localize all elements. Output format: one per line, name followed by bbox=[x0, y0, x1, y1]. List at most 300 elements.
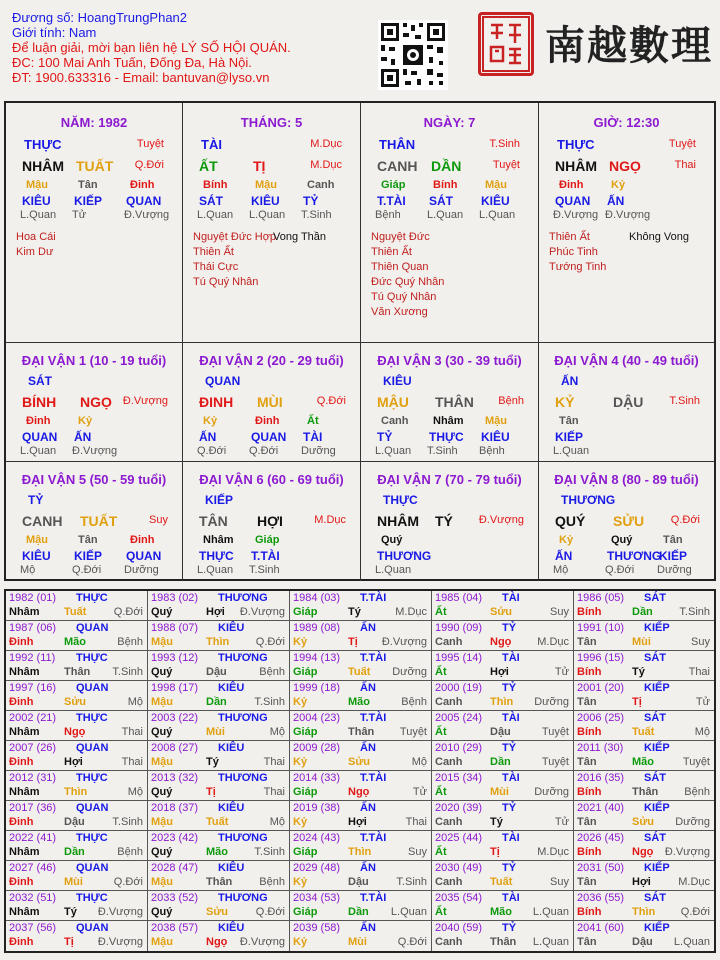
year-label: 2005 (24) bbox=[435, 712, 483, 724]
year-phase: L.Quan bbox=[390, 906, 427, 918]
dai-van-branch: MÙI bbox=[257, 394, 283, 410]
pillar-branch: TỊ bbox=[253, 158, 266, 174]
year-branch: Mùi bbox=[632, 636, 651, 648]
year-stem: Ất bbox=[435, 606, 447, 618]
year-phase: Thai bbox=[121, 726, 143, 738]
year-phase: Tử bbox=[695, 696, 710, 708]
star-note-right: Không Vong bbox=[629, 231, 689, 243]
hidden-phase: L.Quan bbox=[479, 209, 516, 221]
year-branch: Mão bbox=[206, 846, 228, 858]
hidden-stem: Tân bbox=[559, 415, 579, 427]
hidden-phase: T.Sinh bbox=[301, 209, 332, 221]
year-phase: Thai bbox=[405, 816, 427, 828]
dai-van-cell bbox=[183, 343, 361, 462]
year-branch: Dậu bbox=[206, 666, 227, 678]
hidden-god: THỰC bbox=[199, 549, 234, 563]
pillar-branch-phase: Tuyệt bbox=[492, 159, 520, 171]
year-cell bbox=[6, 831, 148, 861]
hidden-phase: T.Sinh bbox=[427, 445, 458, 457]
qr-code-icon bbox=[378, 20, 448, 90]
year-label: 1995 (14) bbox=[435, 652, 483, 664]
year-branch: Thìn bbox=[64, 786, 88, 798]
year-stem: Kỷ bbox=[293, 936, 308, 948]
hidden-god: QUAN bbox=[126, 194, 162, 208]
year-stem: Giáp bbox=[293, 786, 318, 798]
year-branch: Tuất bbox=[490, 876, 513, 888]
year-stem: Giáp bbox=[293, 666, 318, 678]
year-stem: Tân bbox=[577, 816, 597, 828]
year-stem: Quý bbox=[151, 786, 173, 798]
year-label: 2003 (22) bbox=[151, 712, 199, 724]
year-label: 2038 (57) bbox=[151, 922, 199, 934]
year-stem: Giáp bbox=[293, 846, 318, 858]
year-label: 2021 (40) bbox=[577, 802, 625, 814]
year-god: SÁT bbox=[644, 592, 666, 604]
year-label: 2009 (28) bbox=[293, 742, 341, 754]
year-cell bbox=[574, 831, 714, 861]
hidden-god: KIẾP bbox=[74, 194, 103, 208]
hidden-god: ẤN bbox=[199, 430, 217, 444]
year-branch: Mão bbox=[64, 636, 86, 648]
year-stem: Canh bbox=[435, 636, 463, 648]
year-branch: Ngọ bbox=[632, 846, 654, 858]
year-branch: Thân bbox=[348, 726, 375, 738]
year-stem: Ất bbox=[435, 846, 447, 858]
year-branch: Dần bbox=[490, 756, 511, 768]
hidden-stem: Mậu bbox=[26, 179, 48, 191]
year-cell bbox=[6, 741, 148, 771]
year-stem: Giáp bbox=[293, 726, 318, 738]
year-phase: Mộ bbox=[127, 786, 143, 798]
year-label: 2022 (41) bbox=[9, 832, 57, 844]
year-god: KIẾP bbox=[644, 862, 670, 874]
star-note: Thái Cực bbox=[193, 261, 239, 273]
year-cell bbox=[6, 591, 148, 621]
year-label: 2018 (37) bbox=[151, 802, 199, 814]
year-phase: Bệnh bbox=[684, 786, 710, 798]
hidden-phase: Mộ bbox=[20, 564, 36, 576]
chart-grid bbox=[4, 101, 716, 581]
dai-van-god: ẤN bbox=[561, 374, 579, 388]
dai-van-god: THƯƠNG bbox=[561, 493, 616, 507]
year-label: 2002 (21) bbox=[9, 712, 57, 724]
year-branch: Ngọ bbox=[348, 786, 370, 798]
year-phase: Mộ bbox=[694, 726, 710, 738]
year-phase: T.Sinh bbox=[254, 696, 285, 708]
year-cell bbox=[290, 681, 432, 711]
hidden-phase: L.Quan bbox=[553, 445, 590, 457]
dai-van-title: ĐẠI VẬN 7 (70 - 79 tuổi) bbox=[377, 472, 522, 487]
year-phase: Bệnh bbox=[117, 636, 143, 648]
year-stem: Bính bbox=[577, 606, 602, 618]
year-god: TỶ bbox=[502, 862, 517, 874]
year-stem: Đinh bbox=[9, 816, 34, 828]
dai-van-branch: SỬU bbox=[613, 513, 645, 529]
star-note: Hoa Cái bbox=[16, 231, 56, 243]
year-stem: Nhâm bbox=[9, 726, 40, 738]
pillar-branch: NGỌ bbox=[609, 158, 641, 174]
hidden-god: QUAN bbox=[126, 549, 162, 563]
year-label: 1982 (01) bbox=[9, 592, 57, 604]
year-label: 1990 (09) bbox=[435, 622, 483, 634]
hidden-stem: Đinh bbox=[130, 179, 155, 191]
star-note: Tú Quý Nhân bbox=[193, 276, 259, 288]
pillar-stem: NHÂM bbox=[555, 158, 597, 174]
year-label: 2008 (27) bbox=[151, 742, 199, 754]
hidden-stem: Quý bbox=[381, 534, 403, 546]
year-god: QUAN bbox=[76, 802, 109, 814]
year-phase: Dưỡng bbox=[534, 696, 569, 708]
year-god: THỰC bbox=[76, 592, 108, 604]
hidden-phase: T.Sinh bbox=[249, 564, 280, 576]
year-branch: Thìn bbox=[490, 696, 514, 708]
year-god: T.TÀI bbox=[360, 832, 387, 844]
hidden-phase: L.Quan bbox=[197, 209, 234, 221]
hidden-stem: Tân bbox=[78, 179, 98, 191]
year-god: SÁT bbox=[644, 892, 666, 904]
year-phase: M.Dục bbox=[537, 636, 569, 648]
star-note: Thiên Ất bbox=[371, 246, 412, 258]
year-phase: L.Quan bbox=[673, 936, 710, 948]
year-cell bbox=[432, 801, 574, 831]
year-label: 2006 (25) bbox=[577, 712, 625, 724]
year-cell bbox=[432, 741, 574, 771]
year-cell bbox=[574, 591, 714, 621]
hidden-stem: Canh bbox=[307, 179, 335, 191]
year-branch: Tý bbox=[632, 666, 645, 678]
year-god: THỰC bbox=[76, 652, 108, 664]
hidden-stem: Đinh bbox=[559, 179, 584, 191]
year-stem: Nhâm bbox=[9, 786, 40, 798]
year-god: T.TÀI bbox=[360, 892, 387, 904]
pillar-stem: CANH bbox=[377, 158, 418, 174]
red-seal-icon bbox=[478, 12, 534, 76]
pillar-top-phase: Tuyệt bbox=[668, 138, 696, 150]
year-god: THƯƠNG bbox=[218, 832, 268, 844]
year-branch: Mùi bbox=[348, 936, 367, 948]
year-cell bbox=[432, 591, 574, 621]
pillar-branch: TUẤT bbox=[76, 158, 114, 174]
year-god: THƯƠNG bbox=[218, 772, 268, 784]
year-branch: Hợi bbox=[64, 756, 83, 768]
year-god: THỰC bbox=[76, 832, 108, 844]
year-cell bbox=[290, 621, 432, 651]
hidden-stem: Tân bbox=[78, 534, 98, 546]
year-stem: Ất bbox=[435, 786, 447, 798]
year-branch: Thân bbox=[64, 666, 91, 678]
dai-van-title: ĐẠI VẬN 6 (60 - 69 tuổi) bbox=[199, 472, 344, 487]
year-cell bbox=[6, 861, 148, 891]
hidden-stem: Mậu bbox=[485, 179, 507, 191]
year-stem: Đinh bbox=[9, 936, 34, 948]
hidden-god: QUAN bbox=[22, 430, 58, 444]
year-cell bbox=[148, 921, 290, 951]
year-label: 2036 (55) bbox=[577, 892, 625, 904]
star-note-right: Vong Thần bbox=[273, 231, 327, 243]
year-cell bbox=[6, 921, 148, 951]
year-label: 2019 (38) bbox=[293, 802, 341, 814]
year-stem: Nhâm bbox=[9, 666, 40, 678]
year-god: ẤN bbox=[360, 622, 376, 634]
year-stem: Giáp bbox=[293, 606, 318, 618]
year-phase: Dưỡng bbox=[675, 816, 710, 828]
year-cell bbox=[6, 891, 148, 921]
hidden-phase: L.Quan bbox=[375, 564, 412, 576]
dai-van-phase: Đ.Vượng bbox=[122, 395, 168, 407]
year-god: KIÊU bbox=[218, 622, 245, 634]
year-phase: Tuyệt bbox=[682, 756, 710, 768]
dai-van-branch: NGỌ bbox=[80, 394, 112, 410]
dai-van-stem: TÂN bbox=[199, 513, 228, 529]
hidden-god: KIẾP bbox=[74, 549, 103, 563]
year-god: TỶ bbox=[502, 742, 517, 754]
star-note: Nguyệt Đức Hợp bbox=[193, 231, 277, 243]
year-stem: Canh bbox=[435, 696, 463, 708]
year-branch: Sửu bbox=[206, 906, 229, 918]
year-label: 2031 (50) bbox=[577, 862, 625, 874]
year-label: 2026 (45) bbox=[577, 832, 625, 844]
year-phase: Tuyệt bbox=[541, 756, 569, 768]
year-god: TÀI bbox=[502, 832, 520, 844]
year-stem: Tân bbox=[577, 936, 597, 948]
year-cell bbox=[148, 681, 290, 711]
year-phase: T.Sinh bbox=[112, 816, 143, 828]
dai-van-title: ĐẠI VẬN 4 (40 - 49 tuổi) bbox=[554, 353, 699, 368]
pillar-branch-phase: Thai bbox=[674, 159, 696, 171]
dai-van-stem: ĐINH bbox=[199, 394, 234, 410]
year-label: 1987 (06) bbox=[9, 622, 57, 634]
year-label: 1996 (15) bbox=[577, 652, 625, 664]
hidden-god: TỶ bbox=[377, 430, 393, 444]
year-phase: M.Dục bbox=[395, 606, 427, 618]
year-cell bbox=[290, 831, 432, 861]
hidden-stem: Đinh bbox=[130, 534, 155, 546]
hidden-god: THƯƠNG bbox=[377, 549, 432, 563]
hidden-god: TỶ bbox=[303, 194, 319, 208]
year-cell bbox=[148, 621, 290, 651]
year-label: 2000 (19) bbox=[435, 682, 483, 694]
year-label: 1989 (08) bbox=[293, 622, 341, 634]
year-stem: Tân bbox=[577, 876, 597, 888]
year-phase: Q.Đới bbox=[113, 606, 143, 618]
year-branch: Dậu bbox=[348, 876, 369, 888]
year-phase: T.Sinh bbox=[679, 606, 710, 618]
gender-label: Giới tính: Nam bbox=[12, 25, 97, 40]
star-note: Tú Quý Nhân bbox=[371, 291, 437, 303]
hidden-phase: Q.Đới bbox=[249, 445, 279, 457]
hidden-phase: Đ.Vượng bbox=[124, 209, 170, 221]
dai-van-phase: M.Dục bbox=[314, 514, 346, 526]
year-cell bbox=[290, 771, 432, 801]
year-cell bbox=[432, 921, 574, 951]
contact-address: ĐC: 100 Mai Anh Tuấn, Đống Đa, Hà Nội. bbox=[12, 55, 252, 70]
year-stem: Canh bbox=[435, 936, 463, 948]
year-god: TỶ bbox=[502, 922, 517, 934]
year-cell bbox=[290, 921, 432, 951]
dai-van-phase: Đ.Vượng bbox=[478, 514, 524, 526]
year-phase: T.Sinh bbox=[254, 846, 285, 858]
dai-van-god: SÁT bbox=[28, 374, 52, 388]
year-god: THƯƠNG bbox=[218, 892, 268, 904]
year-phase: T.Sinh bbox=[112, 666, 143, 678]
hidden-stem: Kỷ bbox=[559, 534, 574, 546]
year-phase: Đ.Vượng bbox=[664, 846, 710, 858]
year-branch: Mùi bbox=[490, 786, 509, 798]
star-note: Tướng Tinh bbox=[549, 261, 607, 273]
pillar-top-phase: M.Dục bbox=[310, 138, 342, 150]
year-stem: Kỷ bbox=[293, 816, 308, 828]
year-cell bbox=[290, 591, 432, 621]
year-phase: Mộ bbox=[411, 756, 427, 768]
year-god: THỰC bbox=[76, 712, 108, 724]
chart-header bbox=[12, 10, 372, 85]
year-phase: Q.Đới bbox=[397, 936, 427, 948]
dai-van-title: ĐẠI VẬN 5 (50 - 59 tuổi) bbox=[21, 472, 167, 487]
hidden-stem: Bính bbox=[203, 179, 228, 191]
contact-phone-email: ĐT: 1900.633316 - Email: bantuvan@lyso.vn bbox=[12, 70, 270, 85]
year-label: 2039 (58) bbox=[293, 922, 341, 934]
year-label: 2024 (43) bbox=[293, 832, 341, 844]
dai-van-phase: T.Sinh bbox=[669, 395, 700, 407]
year-god: TÀI bbox=[502, 592, 520, 604]
year-god: THỰC bbox=[76, 892, 108, 904]
hidden-stem: Đinh bbox=[26, 415, 51, 427]
dai-van-stem: MẬU bbox=[377, 394, 409, 410]
year-phase: Thai bbox=[688, 666, 710, 678]
year-stem: Quý bbox=[151, 666, 173, 678]
year-label: 2034 (53) bbox=[293, 892, 341, 904]
pillar-cell bbox=[361, 103, 539, 343]
year-cell bbox=[6, 651, 148, 681]
hidden-stem: Mậu bbox=[26, 534, 48, 546]
year-god: ẤN bbox=[360, 682, 376, 694]
hidden-stem: Kỷ bbox=[78, 415, 93, 427]
year-label: 2023 (42) bbox=[151, 832, 199, 844]
year-cell bbox=[574, 861, 714, 891]
year-stem: Bính bbox=[577, 666, 602, 678]
dai-van-title: ĐẠI VẬN 2 (20 - 29 tuổi) bbox=[199, 353, 344, 368]
hidden-stem: Tân bbox=[663, 534, 683, 546]
year-phase: Bệnh bbox=[401, 696, 427, 708]
year-phase: L.Quan bbox=[532, 906, 569, 918]
year-branch: Ngọ bbox=[206, 936, 228, 948]
year-stem: Quý bbox=[151, 846, 173, 858]
year-cell bbox=[148, 831, 290, 861]
hidden-god: QUAN bbox=[555, 194, 591, 208]
pillar-top-god: THÂN bbox=[379, 137, 416, 152]
star-note: Phúc Tinh bbox=[549, 246, 598, 258]
year-branch: Sửu bbox=[348, 756, 371, 768]
year-phase: T.Sinh bbox=[396, 876, 427, 888]
year-label: 1988 (07) bbox=[151, 622, 199, 634]
year-god: ẤN bbox=[360, 922, 376, 934]
year-branch: Dậu bbox=[632, 936, 653, 948]
dai-van-cell bbox=[183, 462, 361, 581]
year-god: TỶ bbox=[502, 682, 517, 694]
hidden-stem: Quý bbox=[611, 534, 633, 546]
year-branch: Dậu bbox=[64, 816, 85, 828]
year-label: 2027 (46) bbox=[9, 862, 57, 874]
star-note: Văn Xương bbox=[371, 306, 428, 318]
year-god: ẤN bbox=[360, 742, 376, 754]
year-god: QUAN bbox=[76, 742, 109, 754]
year-label: 2004 (23) bbox=[293, 712, 341, 724]
year-label: 2007 (26) bbox=[9, 742, 57, 754]
year-label: 1986 (05) bbox=[577, 592, 625, 604]
hidden-stem: Giáp bbox=[381, 179, 406, 191]
hidden-phase: L.Quan bbox=[20, 445, 57, 457]
year-god: THỰC bbox=[76, 772, 108, 784]
year-cell bbox=[574, 741, 714, 771]
year-stem: Canh bbox=[435, 876, 463, 888]
year-branch: Mão bbox=[490, 906, 512, 918]
hidden-stem: Nhâm bbox=[433, 415, 464, 427]
year-stem: Đinh bbox=[9, 876, 34, 888]
year-phase: Tuyệt bbox=[541, 726, 569, 738]
year-cell bbox=[290, 891, 432, 921]
year-branch: Ngọ bbox=[64, 726, 86, 738]
dai-van-title: ĐẠI VẬN 3 (30 - 39 tuổi) bbox=[377, 353, 522, 368]
hidden-phase: L.Quan bbox=[375, 445, 412, 457]
year-cell bbox=[148, 711, 290, 741]
dai-van-title: ĐẠI VẬN 8 (80 - 89 tuổi) bbox=[554, 472, 699, 487]
hidden-phase: Bệnh bbox=[479, 445, 505, 457]
year-cell bbox=[574, 681, 714, 711]
pillar-top-god: THỰC bbox=[24, 137, 62, 152]
year-label: 2001 (20) bbox=[577, 682, 625, 694]
year-branch: Tý bbox=[348, 606, 361, 618]
year-stem: Quý bbox=[151, 726, 173, 738]
hidden-stem: Mậu bbox=[255, 179, 277, 191]
hidden-god: KIÊU bbox=[22, 194, 51, 208]
hidden-stem: Đinh bbox=[255, 415, 280, 427]
year-stem: Canh bbox=[435, 756, 463, 768]
year-stem: Mậu bbox=[151, 756, 173, 768]
year-branch: Tị bbox=[490, 846, 500, 858]
pillar-stem: NHÂM bbox=[22, 158, 64, 174]
year-branch: Thân bbox=[632, 786, 659, 798]
dai-van-stem: QUÝ bbox=[555, 513, 586, 529]
star-note: Thiên Quan bbox=[371, 261, 429, 273]
star-note: Thiên Ất bbox=[549, 231, 590, 243]
hidden-god: KIÊU bbox=[22, 549, 51, 563]
year-cell bbox=[574, 771, 714, 801]
year-phase: Suy bbox=[691, 636, 710, 648]
pillar-top-god: TÀI bbox=[201, 137, 222, 152]
year-branch: Tị bbox=[348, 636, 358, 648]
year-label: 1992 (11) bbox=[9, 652, 56, 664]
year-phase: Thai bbox=[263, 786, 285, 798]
year-god: TÀI bbox=[502, 652, 520, 664]
year-branch: Dần bbox=[348, 906, 369, 918]
year-branch: Thìn bbox=[632, 906, 656, 918]
hidden-phase: L.Quan bbox=[197, 564, 234, 576]
hidden-phase: Bệnh bbox=[375, 209, 401, 221]
hidden-phase: Q.Đới bbox=[605, 564, 635, 576]
year-phase: M.Dục bbox=[678, 876, 710, 888]
year-stem: Kỷ bbox=[293, 696, 308, 708]
year-phase: Tuyệt bbox=[399, 726, 427, 738]
dai-van-god: QUAN bbox=[205, 374, 241, 388]
year-cell bbox=[432, 891, 574, 921]
year-stem: Quý bbox=[151, 606, 173, 618]
year-stem: Mậu bbox=[151, 696, 173, 708]
year-branch: Tý bbox=[64, 906, 77, 918]
year-god: SÁT bbox=[644, 652, 666, 664]
year-god: QUAN bbox=[76, 862, 109, 874]
dai-van-branch: TÝ bbox=[435, 513, 453, 529]
year-cell bbox=[6, 621, 148, 651]
